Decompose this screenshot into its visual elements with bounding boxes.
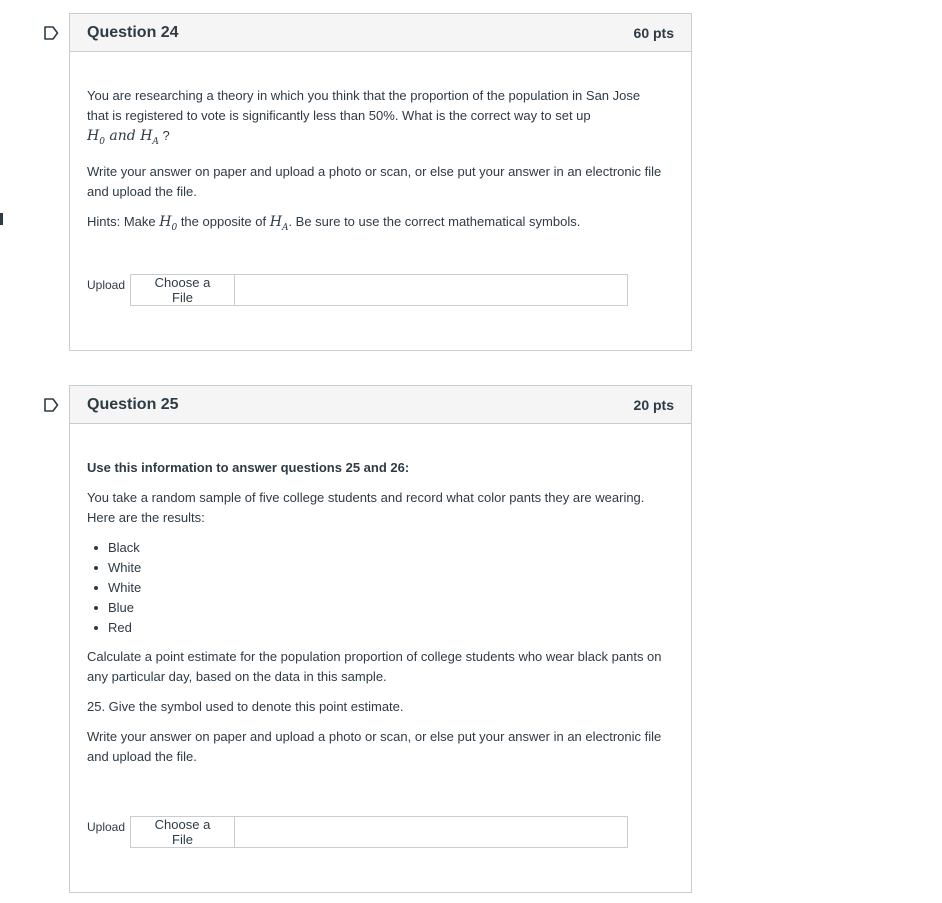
question-points: 20 pts (633, 396, 674, 413)
list-item: Blue (108, 598, 669, 618)
question-hint: Hints: Make $H_0$ the opposite of $H_A$. Be sure to use the correct mathematical symbols. (87, 213, 581, 233)
question-24 (69, 13, 692, 351)
upload-label: Upload (87, 278, 126, 292)
list-item: Red (108, 618, 669, 638)
file-upload-row (87, 816, 628, 848)
hypotheses-math: $H_0$ and $H_A$ (87, 128, 159, 147)
left-edge-marker (0, 213, 3, 225)
file-upload-row (87, 274, 628, 306)
flag-question-icon[interactable] (43, 26, 59, 40)
upload-instructions: Write your answer on paper and upload a photo or scan, or else put your answer in an electronic file and upload the file. (87, 163, 662, 199)
choose-file-button[interactable]: Choose a File (131, 817, 235, 847)
question-intro: Use this information to answer questions 25 and 26: (87, 460, 410, 475)
choose-file-button[interactable]: Choose a File (131, 275, 235, 305)
file-input[interactable] (130, 816, 628, 848)
question-body (70, 458, 691, 767)
list-item: Black (108, 538, 669, 558)
file-input[interactable] (130, 274, 628, 306)
question-header (70, 14, 691, 52)
results-list (87, 538, 669, 638)
list-item: White (108, 578, 669, 598)
flag-question-icon[interactable] (43, 398, 59, 412)
selected-file-name (235, 817, 627, 847)
question-task: Calculate a point estimate for the population proportion of college students who wear black pants on any particular day, based on the data in this sample. (87, 649, 662, 684)
question-prompt: 25. Give the symbol used to denote this point estimate. (87, 699, 404, 714)
question-header (70, 386, 691, 424)
question-title: Question 25 (87, 395, 179, 413)
question-title: Question 24 (87, 23, 179, 41)
question-25 (69, 385, 692, 893)
upload-instructions: Write your answer on paper and upload a photo or scan, or else put your answer in an electronic file and upload the file. (87, 729, 662, 764)
question-body (70, 86, 691, 238)
selected-file-name (235, 275, 627, 305)
list-item: White (108, 558, 669, 578)
question-text: You are researching a theory in which you think that the proportion of the population in San Jose that is registered to vote is significantly less than 50%. What is the correct way to set up $H_0$ and $H_A$ ? (87, 88, 641, 147)
question-description: You take a random sample of five college students and record what color pants they are wearing. Here are the results: (87, 490, 645, 525)
question-points: 60 pts (633, 24, 674, 41)
upload-label: Upload (87, 820, 126, 834)
